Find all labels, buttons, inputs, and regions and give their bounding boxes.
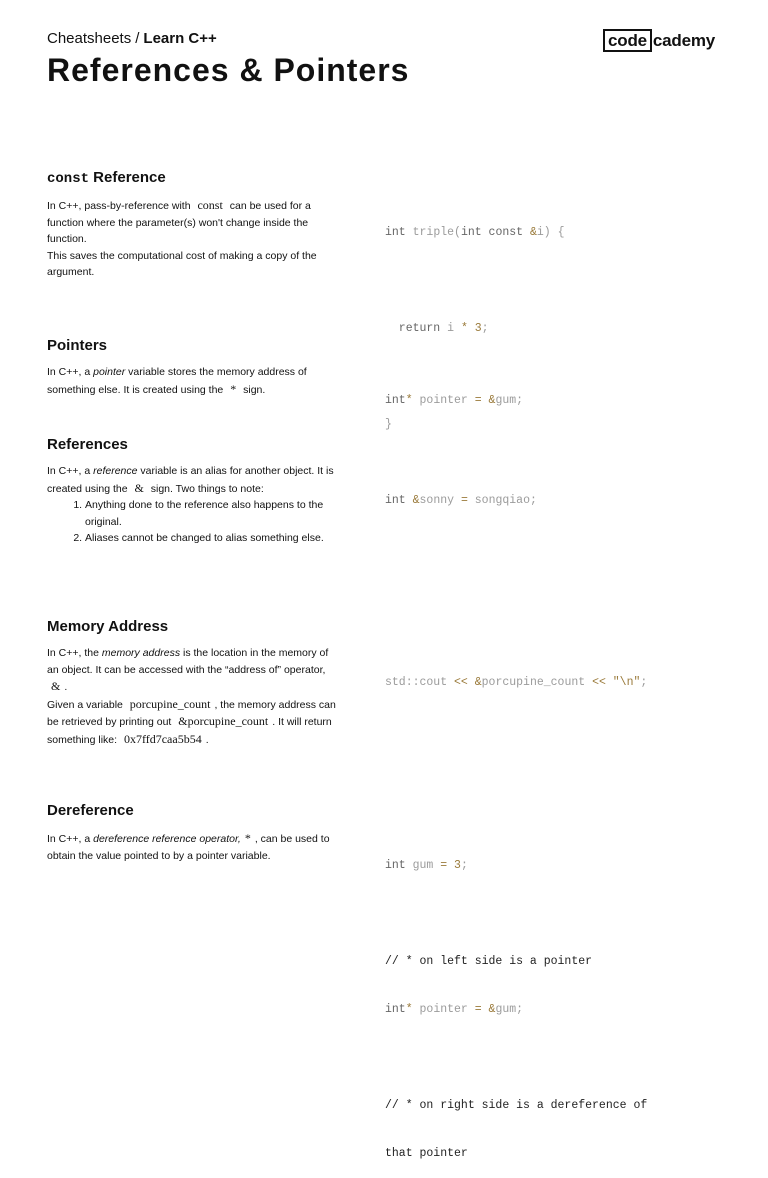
text: , can be used to obtain the value pointed to by a pointer variable. — [47, 833, 330, 862]
code-line-blank — [385, 270, 564, 292]
inline-code: &porcupine_count — [178, 714, 269, 728]
text: In C++, the — [47, 647, 102, 659]
code-line — [385, 855, 647, 877]
section-description-dereference — [47, 830, 337, 864]
logo-text: cademy — [652, 31, 716, 50]
title-code: const — [47, 171, 90, 187]
text: . — [64, 681, 68, 693]
text: is the location in the memory of an object. It can be accessed with the “address of” operator, — [47, 647, 329, 676]
logo-boxed-text: code — [603, 29, 652, 52]
code-token: pointer — [412, 394, 475, 407]
code-token: * — [460, 322, 468, 335]
code-token: int — [385, 859, 406, 872]
text: sign. — [240, 383, 266, 396]
code-token: return — [385, 322, 441, 335]
code-block-references — [385, 464, 537, 525]
code-line-blank — [385, 1047, 647, 1069]
text: sign. Two things to note: — [147, 482, 264, 495]
section-title-const-reference — [47, 169, 166, 187]
breadcrumb-separator: / — [135, 30, 140, 47]
breadcrumb-link-cheatsheets[interactable]: Cheatsheets — [47, 30, 132, 47]
code-token: sonny — [419, 494, 461, 507]
text: . It will return something like: — [47, 716, 332, 746]
paragraph — [47, 830, 337, 864]
emphasis: dereference reference operator, — [93, 833, 241, 845]
section-title-dereference: Dereference — [47, 802, 134, 819]
code-token: 3 — [447, 859, 461, 872]
code-token: << — [454, 676, 468, 689]
code-token: 3 — [467, 322, 482, 335]
code-block-memory-address — [385, 646, 647, 707]
text: variable is an alias for another object. It is created using the — [47, 465, 334, 495]
inline-code: & — [51, 679, 61, 693]
code-token: pointer — [412, 1003, 475, 1016]
code-line — [385, 222, 564, 244]
code-token: songqiao; — [467, 494, 537, 507]
emphasis: memory address — [101, 647, 181, 659]
code-line — [385, 999, 647, 1021]
list-item: 2. Aliases cannot be changed to alias something else. — [85, 530, 337, 547]
paragraph: This saves the computational cost of making a copy of the argument. — [47, 249, 317, 278]
code-token: int — [385, 1003, 406, 1016]
code-line: } — [385, 418, 392, 431]
section-title-pointers: Pointers — [47, 337, 108, 354]
code-token: ; — [460, 859, 468, 872]
section-description-references — [47, 463, 337, 547]
code-comment: // * on right side is a dereference of — [385, 1099, 648, 1112]
page-title: References & Pointers — [47, 52, 410, 88]
code-token: int — [385, 226, 406, 239]
code-token: int — [385, 494, 406, 507]
code-token: * — [405, 1003, 413, 1016]
paragraph — [47, 645, 337, 696]
code-token: ; — [481, 322, 489, 335]
code-token: gum; — [495, 394, 524, 407]
text: In C++, a — [47, 833, 94, 845]
paragraph — [47, 463, 337, 497]
text: can be used for a function where the parameter(s) won't change inside the function. — [47, 200, 311, 245]
code-token: & — [467, 676, 482, 689]
section-title-references: References — [47, 436, 128, 453]
section-description-const-reference — [47, 197, 337, 281]
code-token: = — [460, 494, 468, 507]
text: . — [205, 733, 209, 746]
inline-code: const — [197, 198, 223, 212]
emphasis: reference — [93, 465, 138, 477]
code-block-dereference — [385, 829, 647, 1178]
text: In C++, a — [47, 465, 94, 477]
paragraph — [47, 197, 337, 248]
section-description-memory-address — [47, 645, 337, 748]
code-token: std::cout — [385, 676, 455, 689]
code-comment: that pointer — [385, 1147, 468, 1160]
breadcrumb-current[interactable]: Learn C++ — [143, 30, 217, 47]
inline-code: * — [230, 381, 237, 396]
code-line-blank — [385, 903, 647, 925]
title-text: Reference — [89, 169, 166, 186]
code-line — [385, 490, 537, 512]
code-line — [385, 672, 647, 694]
section-title-memory-address: Memory Address — [47, 618, 169, 635]
code-token: gum — [405, 859, 441, 872]
code-token: * — [405, 394, 413, 407]
code-token: triple( — [405, 226, 461, 239]
code-token: i — [440, 322, 461, 335]
code-token: int — [385, 394, 406, 407]
inline-code: & — [134, 480, 144, 495]
code-token: i) { — [536, 226, 565, 239]
code-token: & — [405, 494, 420, 507]
code-block-pointers — [385, 364, 523, 425]
code-token: ; — [640, 676, 648, 689]
code-token: & — [523, 226, 537, 239]
inline-code: * — [244, 831, 251, 845]
text: , the memory address can be retrieved by printing out — [47, 698, 336, 728]
list-item: 1. Anything done to the reference also happens to the original. — [85, 497, 337, 530]
code-token: & — [481, 394, 496, 407]
code-token: & — [481, 1003, 496, 1016]
code-token: "\n" — [605, 676, 641, 689]
code-token: = — [474, 1003, 482, 1016]
inline-code: 0x7ffd7caa5b54 — [123, 731, 202, 746]
inline-code: porcupine_count — [129, 696, 211, 711]
emphasis: pointer — [93, 366, 126, 378]
breadcrumb — [47, 30, 217, 47]
text: variable stores the memory address of something else. It is created using the — [47, 366, 307, 396]
section-description-pointers — [47, 364, 337, 398]
code-token: int const — [460, 226, 524, 239]
code-token: porcupine_count — [481, 676, 593, 689]
code-token: gum; — [495, 1003, 524, 1016]
text: Given a variable — [47, 698, 126, 711]
text: In C++, pass-by-reference with — [47, 200, 194, 212]
code-token: = — [474, 394, 482, 407]
code-token: = — [440, 859, 448, 872]
code-line — [385, 390, 523, 412]
codecademy-logo[interactable] — [603, 29, 715, 52]
paragraph — [47, 696, 337, 749]
paragraph — [47, 364, 337, 398]
code-line — [385, 318, 564, 340]
code-comment: // * on left side is a pointer — [385, 955, 593, 968]
text: In C++, a — [47, 366, 94, 378]
notes-list — [47, 497, 337, 547]
code-token: << — [592, 676, 606, 689]
